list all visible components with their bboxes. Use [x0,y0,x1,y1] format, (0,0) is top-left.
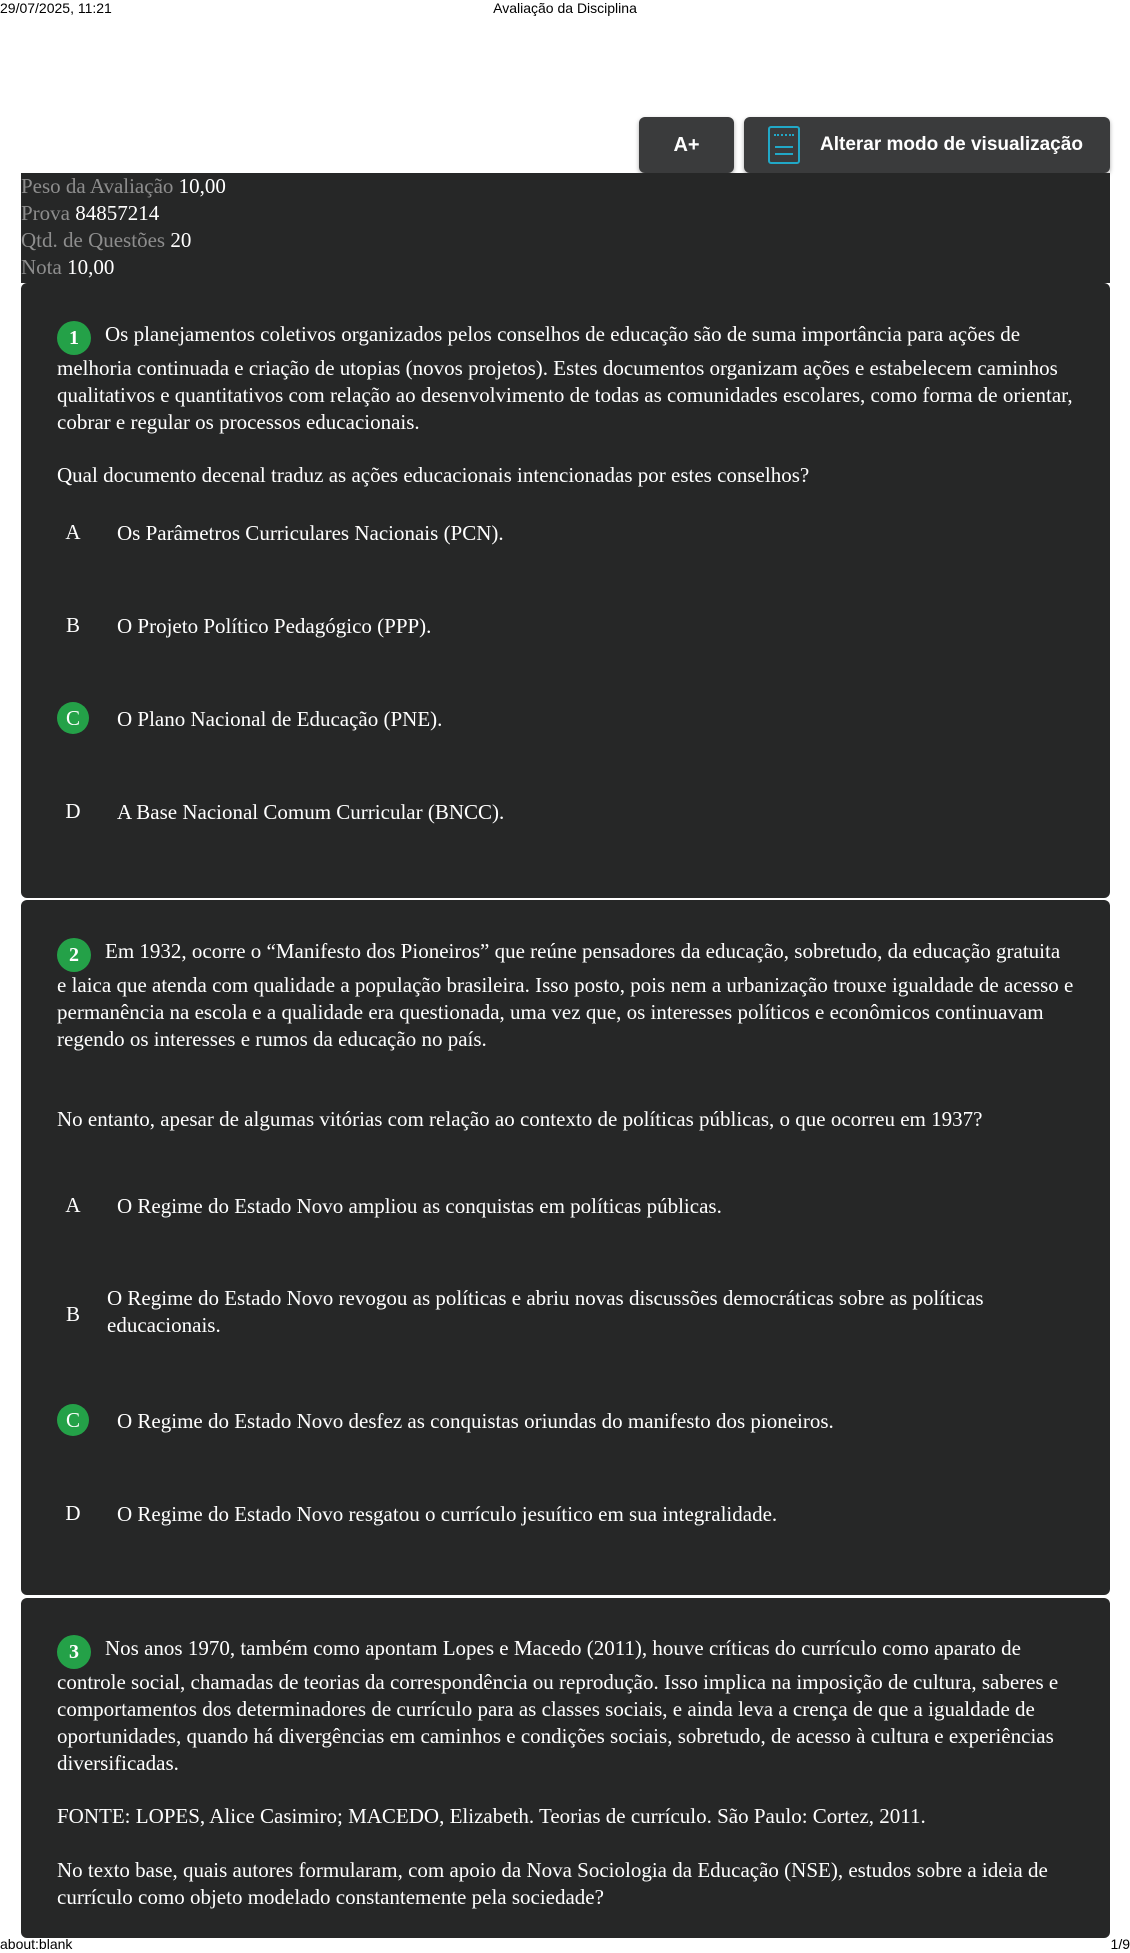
weight-value: 10,00 [178,174,226,198]
question-text [57,938,1074,1053]
exam-value: 84857214 [75,201,160,225]
question-text [57,1635,1074,1777]
option-text: O Regime do Estado Novo resgatou o currículo jesuítico em sua integralidade. [117,1502,778,1526]
grade-label: Nota [21,255,62,279]
print-date: 29/07/2025, 11:21 [0,0,112,16]
grade-row [21,254,1110,281]
print-title: Avaliação da Disciplina [493,0,637,16]
option-letter: D [65,1501,81,1525]
print-url: about:blank [0,1936,73,1952]
question-card [21,1598,1110,1938]
change-view-mode-button[interactable] [744,117,1110,173]
option-text: Os Parâmetros Curriculares Nacionais (PCN). [117,521,504,545]
page-number: 1/9 [1110,1936,1130,1952]
option-letter: B [65,613,80,637]
weight-row [21,173,1110,200]
increase-font-button[interactable]: A+ [639,117,734,173]
question-prompt: No entanto, apesar de algumas vitórias com relação ao contexto de políticas públicas, o que ocorreu em 1937? [57,1107,983,1131]
correct-option-letter: C [57,702,89,734]
question-count-label: Qtd. de Questões [21,228,166,252]
document-icon [768,126,800,164]
assessment-info [21,173,1110,283]
question-number-badge: 3 [57,1635,91,1669]
question-source: FONTE: LOPES, Alice Casimiro; MACEDO, Elizabeth. Teorias de currículo. São Paulo: Cortez, 2011. [57,1804,926,1828]
option-letter: A [65,1193,81,1217]
option-letter: D [65,799,81,823]
question-text [57,321,1074,436]
correct-option-letter: C [57,1404,89,1436]
option-letter: B [65,1302,80,1326]
option-letter: A [65,520,81,544]
toolbar [639,117,1110,173]
option-text: A Base Nacional Comum Curricular (BNCC). [117,800,505,824]
option-text: O Regime do Estado Novo revogou as políticas e abriu novas discussões democráticas sobre as políticas educacionais. [107,1286,984,1337]
question-statement: Os planejamentos coletivos organizados pelos conselhos de educação são de suma importância para ações de melhoria continuada e criação de utopias (novos projetos). Estes documentos organizam ações e estabelecem caminhos qualitativos e quantitativos com relação ao desenvolvimento de todas as comunidades escolares, como forma de orientar, cobrar e regular os processos educacionais. [57,322,1073,434]
print-footer [0,1935,1130,1953]
print-header [0,0,1130,18]
question-count-row [21,227,1110,254]
question-number-badge: 2 [57,938,91,972]
exam-label: Prova [21,201,70,225]
question-statement: Nos anos 1970, também como apontam Lopes e Macedo (2011), houve críticas do currículo como aparato de controle social, chamadas de teorias da correspondência ou reprodução. Isso implica na imposição de cultura, saberes e comportamentos dos determinadores de currículo para as classes sociais, e ainda leva a crença de que a igualdade de oportunidades, quando há divergências em caminhos e condições sociais, sobretudo, de acesso à cultura e experiências diversificadas. [57,1636,1059,1775]
question-count-value: 20 [170,228,192,252]
option-text: O Regime do Estado Novo desfez as conquistas oriundas do manifesto dos pioneiros. [117,1409,834,1433]
change-view-mode-label: Alterar modo de visualização [820,134,1083,155]
option-text: O Plano Nacional de Educação (PNE). [117,707,443,731]
question-number-badge: 1 [57,321,91,355]
weight-label: Peso da Avaliação [21,174,174,198]
option-text: O Projeto Político Pedagógico (PPP). [117,614,432,638]
question-card [21,900,1110,1595]
option-text: O Regime do Estado Novo ampliou as conquistas em políticas públicas. [117,1194,722,1218]
question-card [21,283,1110,898]
exam-row [21,200,1110,227]
question-prompt: No texto base, quais autores formularam, com apoio da Nova Sociologia da Educação (NSE), estudos sobre a ideia de currículo como objeto modelado constantemente pela sociedade? [57,1858,1048,1909]
grade-value: 10,00 [67,255,115,279]
question-prompt: Qual documento decenal traduz as ações educacionais intencionadas por estes conselhos? [57,463,810,487]
question-statement: Em 1932, ocorre o “Manifesto dos Pioneiros” que reúne pensadores da educação, sobretudo, da educação gratuita e laica que atenda com qualidade a população brasileira. Isso posto, pois nem a urbanização trouxe igualdade de acesso e permanência na escola e a qualidade era questionada, uma vez que, os interesses políticos e econômicos continuavam regendo os interesses e rumos da educação no país. [57,939,1074,1051]
